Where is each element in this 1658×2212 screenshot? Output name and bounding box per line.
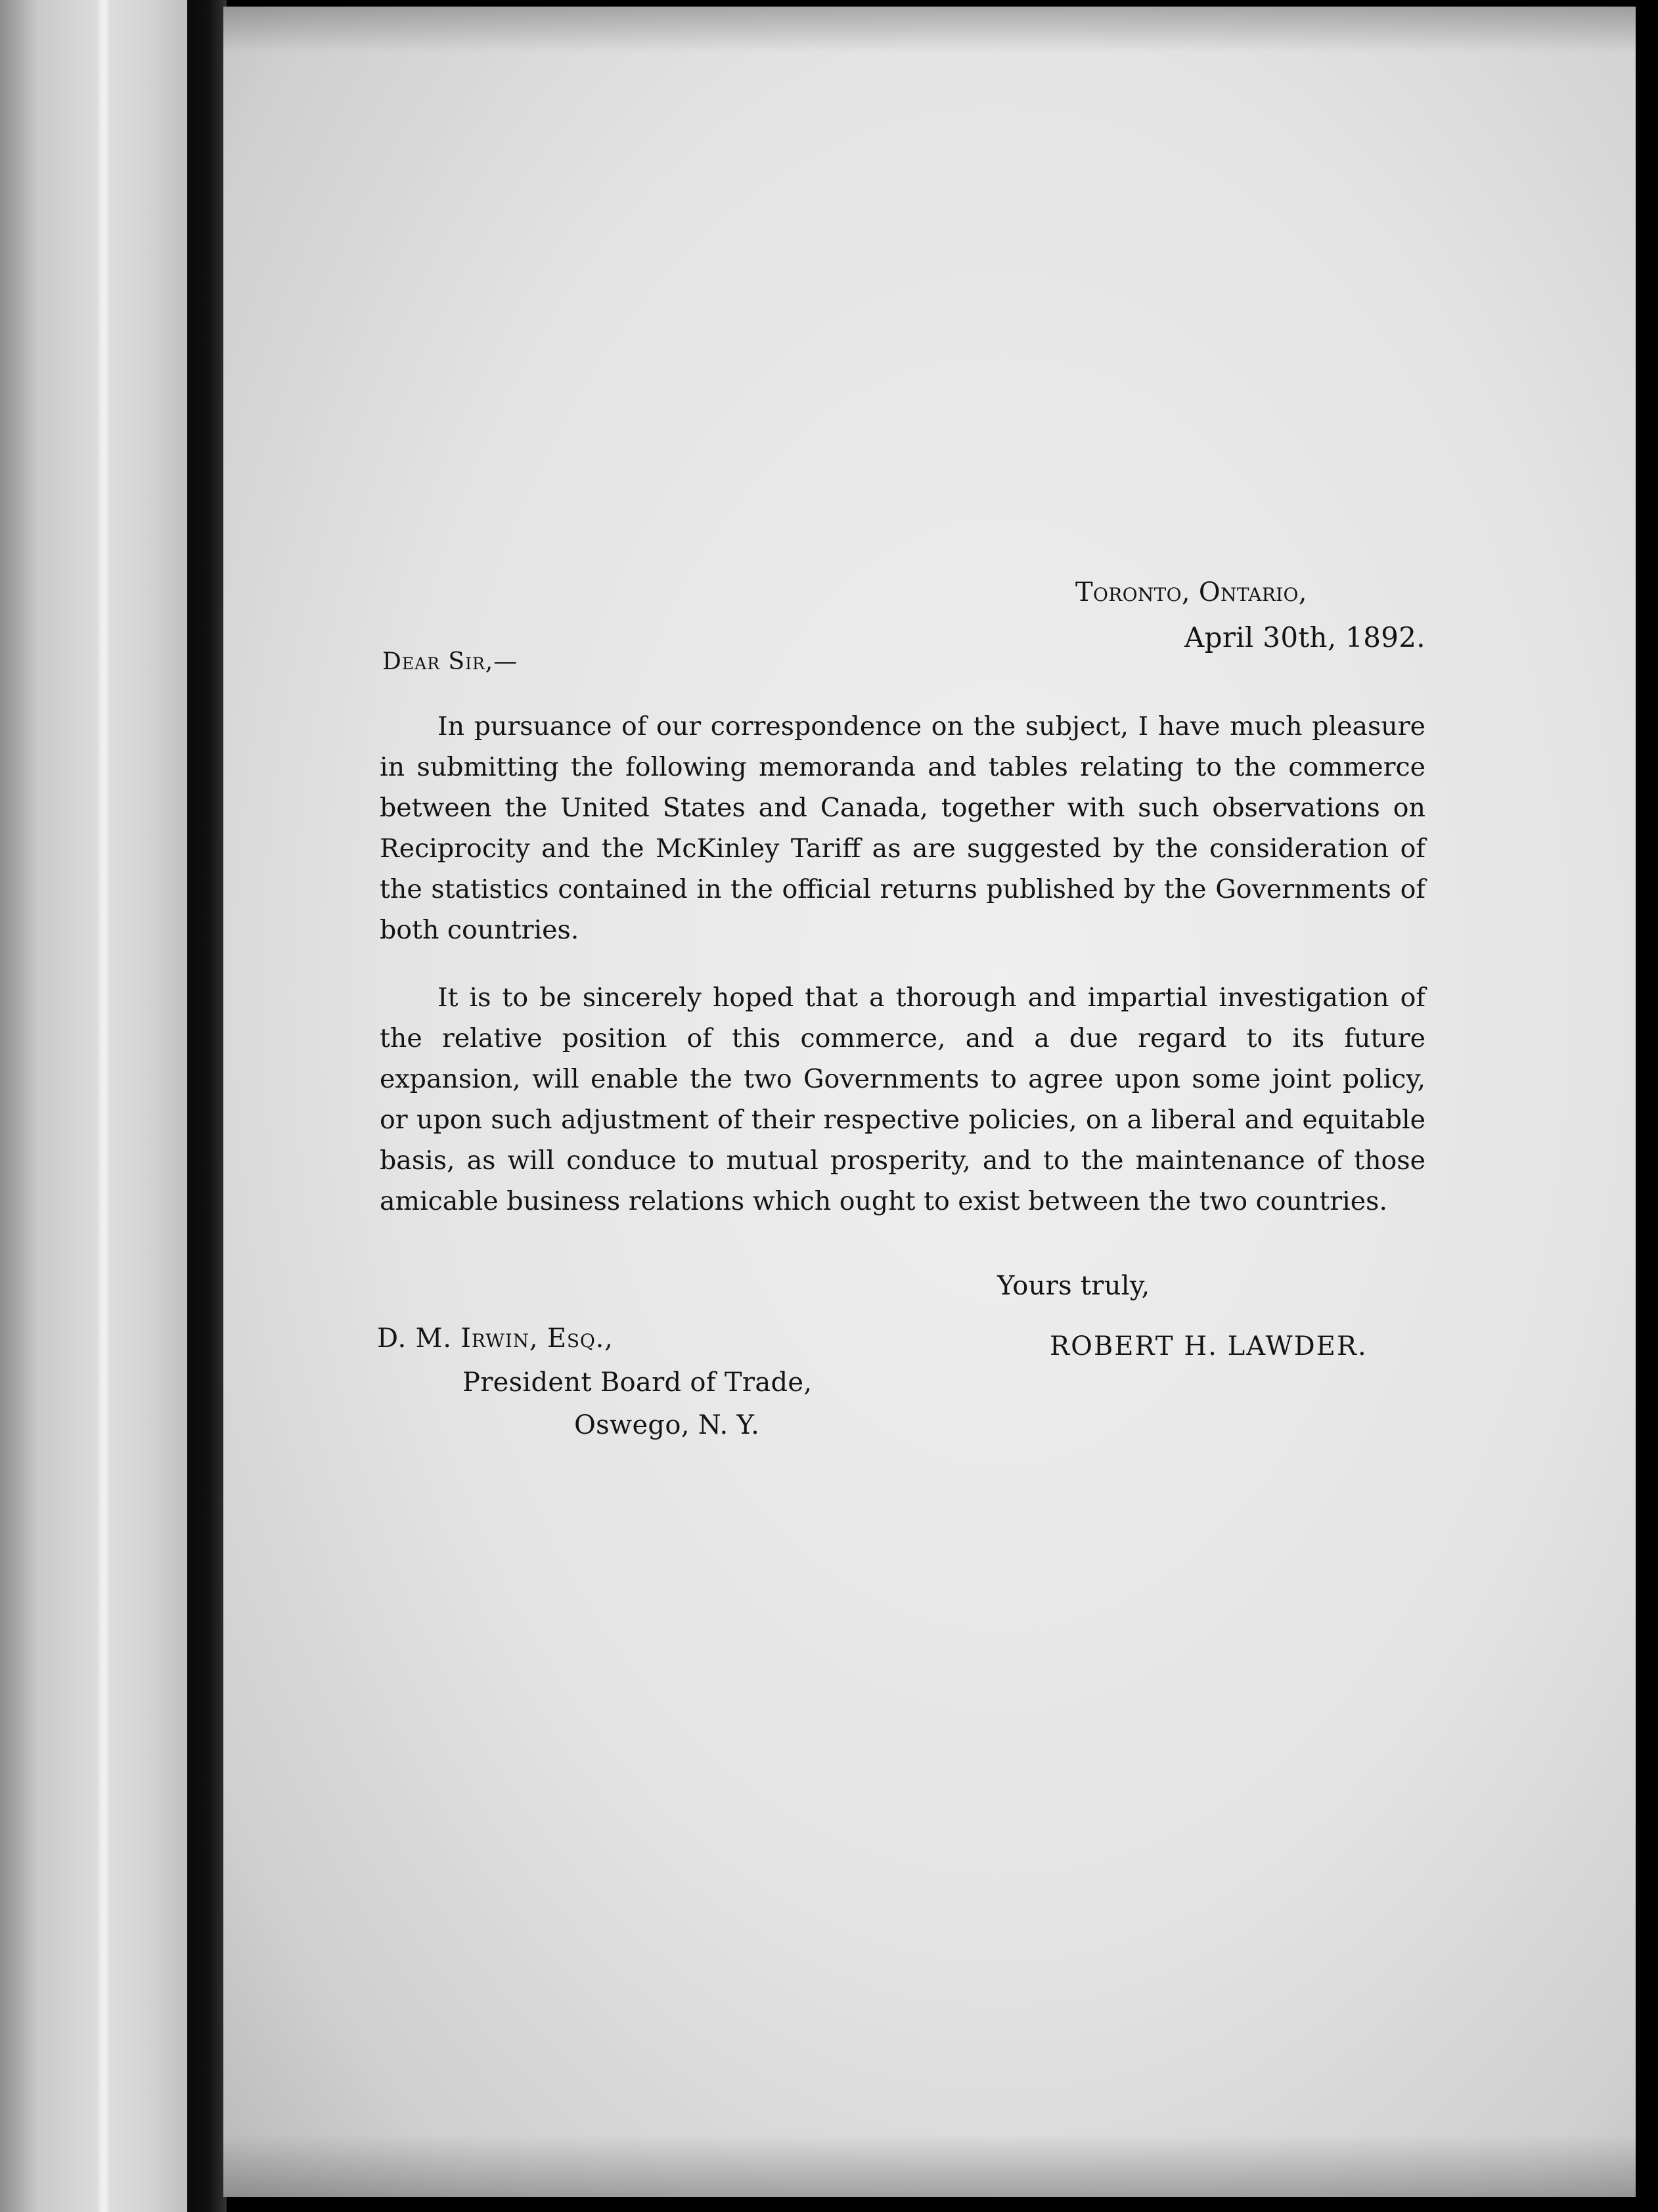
letter-signature: ROBERT H. LAWDER. xyxy=(1050,1331,1368,1361)
letter-salutation: Dear Sir,— xyxy=(382,648,518,675)
addressee-name: D. M. Irwin, Esq., xyxy=(377,1323,614,1354)
paragraph-text: It is to be sincerely hoped that a thorough and impartial investigation of the relative position of this commerce, and a due regard to its future expansion, will enable the two Governments to agree upon some joint policy, or upon such adjustment of their respective policies, on a liberal and equitable basis, as will conduce to mutual prosperity, and to the maintenance of those amicable business relations which ought to exist between the two countries. xyxy=(380,983,1425,1216)
letter-paragraph-2 xyxy=(380,977,1425,1222)
page-top-shade xyxy=(223,7,1636,53)
letter-closing: Yours truly, xyxy=(997,1271,1150,1301)
page-bottom-shade xyxy=(223,2135,1636,2197)
letter-date: April 30th, 1892. xyxy=(1184,621,1425,653)
addressee-place: Oswego, N. Y. xyxy=(574,1410,760,1440)
spine-shadow xyxy=(187,0,227,2212)
binding-leaf xyxy=(0,0,190,2212)
letter-place: Toronto, Ontario, xyxy=(1075,577,1307,608)
addressee-title: President Board of Trade, xyxy=(462,1367,813,1398)
paragraph-text: In pursuance of our correspondence on the subject, I have much pleasure in submitting the following memoranda and tables relating to the commerce between the United States and Canada, together with such observations on Reciprocity and the McKinley Tariff as are suggested by the consideration of the statistics contained in the official returns published by the Governments of both countries. xyxy=(380,711,1425,945)
letter-paragraph-1 xyxy=(380,706,1425,950)
binding-crease xyxy=(99,0,110,2212)
